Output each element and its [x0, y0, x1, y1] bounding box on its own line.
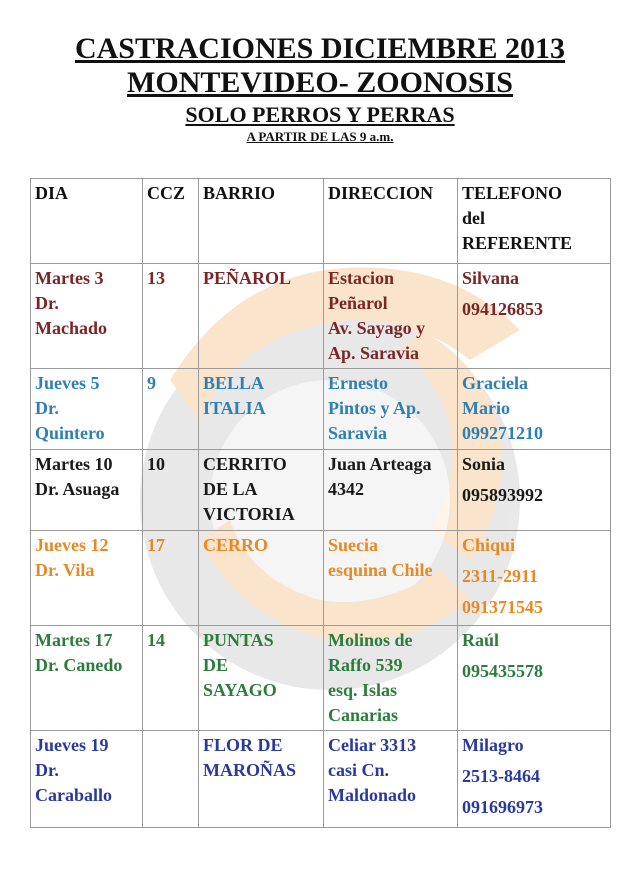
- table-header-row: [31, 179, 611, 264]
- phone-number: 2311-2911: [462, 566, 539, 586]
- cell-dia: [31, 731, 143, 828]
- cell-direccion-line: Suecia: [328, 535, 379, 555]
- referente-name: Chiqui: [462, 535, 516, 555]
- cell-direccion-line: esq. Islas: [328, 680, 398, 700]
- referente-name: Mario: [462, 398, 510, 418]
- table-row: [31, 264, 611, 369]
- cell-barrio: [199, 531, 324, 626]
- cell-barrio-line: CERRO: [203, 535, 269, 555]
- cell-dia-line: Jueves 12: [35, 535, 109, 555]
- cell-ccz: [143, 731, 199, 828]
- cell-barrio-line: DE: [203, 655, 229, 675]
- table-row: [31, 626, 611, 731]
- subtitle: SOLO PERROS Y PERRAS: [185, 102, 455, 127]
- header-telefono: [458, 179, 611, 264]
- cell-dia: [31, 531, 143, 626]
- cell-direccion: [324, 531, 458, 626]
- cell-direccion-line: Ernesto: [328, 373, 388, 393]
- cell-barrio: [199, 450, 324, 531]
- header-telefono-line: del: [462, 208, 486, 228]
- cell-direccion-line: Peñarol: [328, 293, 388, 313]
- cell-dia-line: Jueves 19: [35, 735, 109, 755]
- cell-dia: [31, 626, 143, 731]
- cell-barrio: [199, 626, 324, 731]
- cell-direccion-line: Pintos y Ap.: [328, 398, 421, 418]
- table-row: [31, 369, 611, 450]
- cell-barrio-line: PUNTAS: [203, 630, 274, 650]
- cell-barrio: [199, 731, 324, 828]
- cell-barrio-line: CERRITO: [203, 454, 287, 474]
- cell-barrio-line: FLOR DE: [203, 735, 283, 755]
- cell-barrio-line: MAROÑAS: [203, 760, 296, 780]
- header-telefono-line: TELEFONO: [462, 183, 563, 203]
- cell-direccion-line: Maldonado: [328, 785, 417, 805]
- cell-direccion-line: Juan Arteaga: [328, 454, 432, 474]
- cell-dia-line: Dr. Vila: [35, 560, 95, 580]
- cell-direccion-line: Av. Sayago y: [328, 318, 426, 338]
- cell-barrio-line: VICTORIA: [203, 504, 295, 524]
- table-row: [31, 531, 611, 626]
- table-row: [31, 731, 611, 828]
- header-dia: DIA: [31, 179, 143, 264]
- time-note: A PARTIR DE LAS 9 a.m.: [246, 129, 394, 144]
- phone-number: 091371545: [462, 597, 543, 617]
- cell-direccion: [324, 369, 458, 450]
- cell-direccion-line: Raffo 539: [328, 655, 403, 675]
- cell-dia-line: Dr. Asuaga: [35, 479, 120, 499]
- cell-dia-line: Martes 17: [35, 630, 113, 650]
- header-ccz: CCZ: [143, 179, 199, 264]
- cell-telefono: [458, 626, 611, 731]
- cell-direccion-line: Molinos de: [328, 630, 413, 650]
- cell-direccion-line: casi Cn.: [328, 760, 390, 780]
- title-line-2: MONTEVIDEO- ZOONOSIS: [127, 66, 513, 99]
- cell-direccion-line: Saravia: [328, 423, 388, 443]
- header-direccion: DIRECCION: [324, 179, 458, 264]
- referente-name: Silvana: [462, 268, 520, 288]
- referente-name: Sonia: [462, 454, 506, 474]
- cell-dia-line: Dr.: [35, 293, 59, 313]
- cell-dia-line: Caraballo: [35, 785, 113, 805]
- cell-telefono: [458, 731, 611, 828]
- cell-dia-line: Martes 3: [35, 268, 104, 288]
- phone-number: 095435578: [462, 661, 543, 681]
- cell-dia-line: Quintero: [35, 423, 105, 443]
- referente-name: Milagro: [462, 735, 524, 755]
- header-barrio: BARRIO: [199, 179, 324, 264]
- table-row: [31, 450, 611, 531]
- cell-direccion: [324, 626, 458, 731]
- schedule-table: [30, 178, 611, 828]
- cell-telefono: [458, 369, 611, 450]
- cell-dia-line: Machado: [35, 318, 107, 338]
- cell-dia-line: Dr.: [35, 760, 59, 780]
- cell-ccz: 13: [143, 264, 199, 369]
- phone-number: 094126853: [462, 299, 543, 319]
- cell-direccion-line: 4342: [328, 479, 364, 499]
- cell-direccion-line: Celiar 3313: [328, 735, 417, 755]
- cell-barrio-line: BELLA: [203, 373, 265, 393]
- cell-direccion-line: Ap. Saravia: [328, 343, 420, 363]
- cell-direccion-line: Canarias: [328, 705, 399, 725]
- cell-ccz: 14: [143, 626, 199, 731]
- cell-direccion: [324, 450, 458, 531]
- cell-telefono: [458, 531, 611, 626]
- cell-dia-line: Dr. Canedo: [35, 655, 123, 675]
- cell-barrio-line: PEÑAROL: [203, 268, 292, 288]
- cell-barrio: [199, 369, 324, 450]
- cell-direccion: [324, 731, 458, 828]
- cell-dia-line: Martes 10: [35, 454, 113, 474]
- header-telefono-line: REFERENTE: [462, 233, 573, 253]
- cell-dia-line: Jueves 5: [35, 373, 100, 393]
- cell-ccz: 17: [143, 531, 199, 626]
- title-line-1: CASTRACIONES DICIEMBRE 2013: [74, 32, 566, 65]
- phone-number: 2513-8464: [462, 766, 540, 786]
- phone-number: 095893992: [462, 485, 543, 505]
- cell-dia-line: Dr.: [35, 398, 59, 418]
- phone-number: 099271210: [462, 423, 543, 443]
- cell-barrio-line: SAYAGO: [203, 680, 277, 700]
- cell-dia: [31, 264, 143, 369]
- cell-barrio: [199, 264, 324, 369]
- cell-ccz: 9: [143, 369, 199, 450]
- cell-barrio-line: DE LA: [203, 479, 258, 499]
- cell-telefono: [458, 450, 611, 531]
- cell-direccion: [324, 264, 458, 369]
- cell-dia: [31, 369, 143, 450]
- cell-ccz: 10: [143, 450, 199, 531]
- cell-dia: [31, 450, 143, 531]
- cell-direccion-line: esquina Chile: [328, 560, 433, 580]
- referente-name: Raúl: [462, 630, 500, 650]
- cell-telefono: [458, 264, 611, 369]
- phone-number: 091696973: [462, 797, 543, 817]
- referente-name: Graciela: [462, 373, 528, 393]
- cell-barrio-line: ITALIA: [203, 398, 266, 418]
- cell-direccion-line: Estacion: [328, 268, 395, 288]
